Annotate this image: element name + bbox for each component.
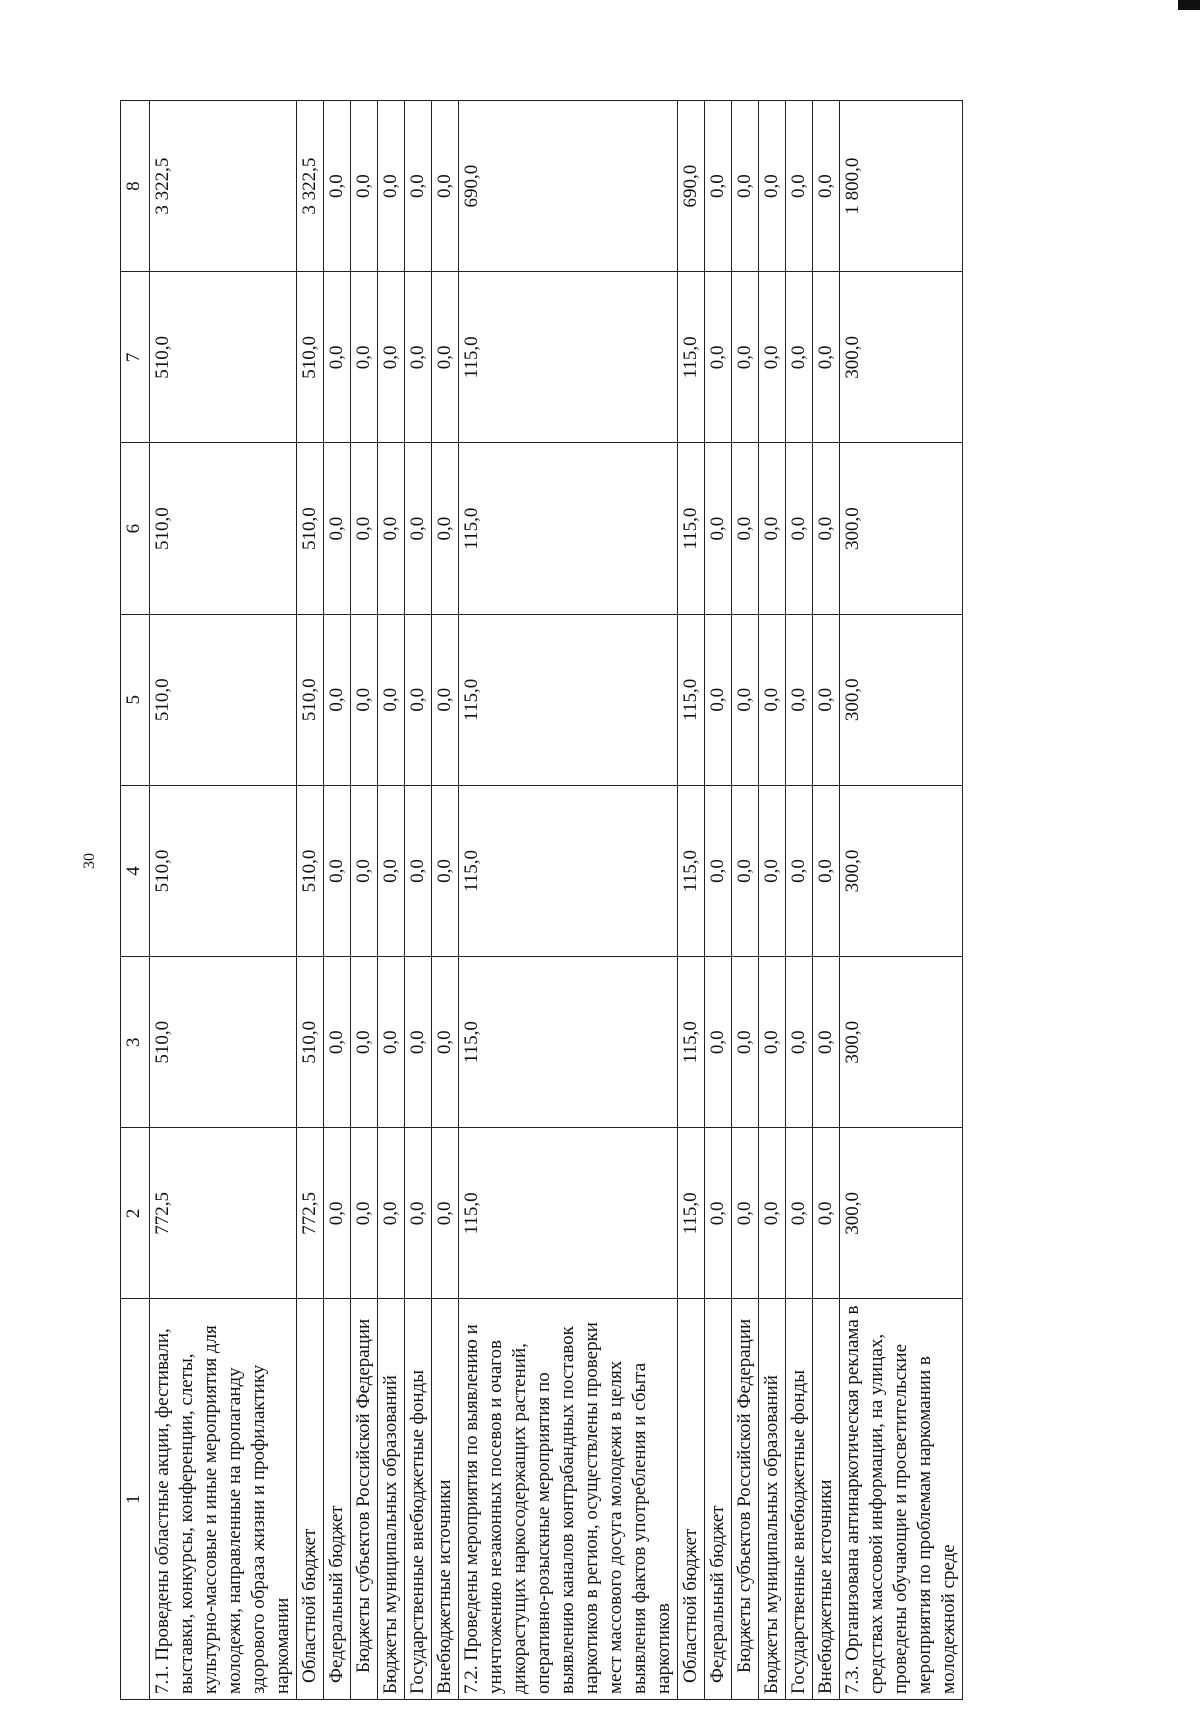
value-cell: 0,0	[378, 443, 405, 614]
value-cell: 0,0	[786, 101, 813, 272]
header-cell: 1	[121, 1299, 150, 1700]
table-row	[432, 101, 459, 1700]
value-cell: 0,0	[705, 614, 732, 785]
value-cell: 510,0	[297, 443, 324, 614]
value-cell: 0,0	[432, 1128, 459, 1299]
value-cell: 0,0	[378, 785, 405, 956]
value-cell: 0,0	[324, 1128, 351, 1299]
value-cell: 0,0	[759, 101, 786, 272]
value-cell: 0,0	[786, 1128, 813, 1299]
value-cell: 510,0	[150, 443, 297, 614]
value-cell: 690,0	[678, 101, 705, 272]
row-label: Бюджеты муниципальных образований	[378, 1299, 405, 1700]
value-cell: 0,0	[351, 272, 378, 443]
value-cell: 115,0	[459, 785, 678, 956]
value-cell: 0,0	[813, 614, 840, 785]
value-cell: 115,0	[459, 957, 678, 1128]
value-cell: 0,0	[378, 1128, 405, 1299]
value-cell: 0,0	[705, 101, 732, 272]
table-row	[813, 101, 840, 1700]
row-label: Бюджеты субъектов Российской Федерации	[732, 1299, 759, 1700]
value-cell: 0,0	[759, 272, 786, 443]
value-cell: 0,0	[405, 443, 432, 614]
row-label: Государственные внебюджетные фонды	[405, 1299, 432, 1700]
value-cell: 0,0	[732, 957, 759, 1128]
row-label: Государственные внебюджетные фонды	[786, 1299, 813, 1700]
value-cell: 115,0	[459, 443, 678, 614]
value-cell: 0,0	[759, 957, 786, 1128]
value-cell: 1 800,0	[840, 101, 963, 272]
value-cell: 0,0	[324, 443, 351, 614]
table-container	[120, 100, 1105, 1700]
value-cell: 0,0	[405, 272, 432, 443]
value-cell: 0,0	[432, 957, 459, 1128]
value-cell: 510,0	[297, 785, 324, 956]
value-cell: 510,0	[150, 614, 297, 785]
value-cell: 0,0	[786, 443, 813, 614]
value-cell: 0,0	[732, 785, 759, 956]
section-title: 7.2. Проведены мероприятия по выявлению и уничтожению незаконных посевов и очагов дикорастущих наркосодержащих растений, оперативно-розыскные мероприятия по выявлению каналов контрабандных поставок наркотиков в регион, осуществлены проверки мест массового досуга молодежи в целях выявления фактов употребления и сбыта наркотиков	[459, 1299, 678, 1700]
value-cell: 300,0	[840, 614, 963, 785]
row-label: Внебюджетные источники	[432, 1299, 459, 1700]
table-row	[732, 101, 759, 1700]
value-cell: 510,0	[150, 272, 297, 443]
table-row	[705, 101, 732, 1700]
table-body	[150, 101, 963, 1700]
row-label: Бюджеты субъектов Российской Федерации	[351, 1299, 378, 1700]
row-label: Федеральный бюджет	[705, 1299, 732, 1700]
value-cell: 0,0	[705, 785, 732, 956]
value-cell: 0,0	[813, 443, 840, 614]
table-row	[786, 101, 813, 1700]
row-label: Бюджеты муниципальных образований	[759, 1299, 786, 1700]
value-cell: 115,0	[678, 785, 705, 956]
table-row	[351, 101, 378, 1700]
header-cell: 5	[121, 614, 150, 785]
section-row	[150, 101, 297, 1700]
value-cell: 0,0	[786, 957, 813, 1128]
value-cell: 0,0	[432, 443, 459, 614]
value-cell: 0,0	[732, 272, 759, 443]
header-cell: 6	[121, 443, 150, 614]
header-cell: 7	[121, 272, 150, 443]
value-cell: 0,0	[759, 1128, 786, 1299]
table-row	[405, 101, 432, 1700]
row-label: Областной бюджет	[297, 1299, 324, 1700]
value-cell: 115,0	[678, 614, 705, 785]
page-number: 30	[81, 853, 98, 869]
value-cell: 0,0	[378, 101, 405, 272]
value-cell: 0,0	[786, 785, 813, 956]
value-cell: 300,0	[840, 1128, 963, 1299]
table-row	[759, 101, 786, 1700]
value-cell: 772,5	[297, 1128, 324, 1299]
value-cell: 0,0	[759, 785, 786, 956]
value-cell: 0,0	[813, 957, 840, 1128]
header-cell: 2	[121, 1128, 150, 1299]
value-cell: 0,0	[378, 957, 405, 1128]
value-cell: 115,0	[459, 614, 678, 785]
value-cell: 115,0	[678, 443, 705, 614]
value-cell: 115,0	[459, 1128, 678, 1299]
value-cell: 0,0	[351, 785, 378, 956]
value-cell: 300,0	[840, 272, 963, 443]
value-cell: 0,0	[324, 785, 351, 956]
value-cell: 0,0	[732, 614, 759, 785]
value-cell: 0,0	[405, 957, 432, 1128]
value-cell: 0,0	[786, 614, 813, 785]
value-cell: 0,0	[405, 614, 432, 785]
value-cell: 690,0	[459, 101, 678, 272]
value-cell: 510,0	[150, 785, 297, 956]
value-cell: 3 322,5	[297, 101, 324, 272]
value-cell: 0,0	[324, 101, 351, 272]
value-cell: 0,0	[351, 957, 378, 1128]
value-cell: 0,0	[705, 1128, 732, 1299]
value-cell: 0,0	[351, 614, 378, 785]
value-cell: 115,0	[678, 957, 705, 1128]
value-cell: 0,0	[405, 1128, 432, 1299]
row-label: Областной бюджет	[678, 1299, 705, 1700]
value-cell: 0,0	[324, 957, 351, 1128]
section-title: 7.3. Организована антинаркотическая реклама в средствах массовой информации, на улицах, проведены обучающие и просветительские мероприятия по проблемам наркомании в молодежной среде	[840, 1299, 963, 1700]
value-cell: 0,0	[378, 272, 405, 443]
value-cell: 0,0	[324, 272, 351, 443]
value-cell: 300,0	[840, 957, 963, 1128]
value-cell: 0,0	[759, 443, 786, 614]
value-cell: 0,0	[705, 443, 732, 614]
value-cell: 115,0	[678, 272, 705, 443]
value-cell: 510,0	[150, 957, 297, 1128]
value-cell: 115,0	[678, 1128, 705, 1299]
table-row	[297, 101, 324, 1700]
value-cell: 115,0	[459, 272, 678, 443]
value-cell: 0,0	[813, 272, 840, 443]
budget-table	[120, 100, 963, 1700]
section-row	[840, 101, 963, 1700]
section-title: 7.1. Проведены областные акции, фестивали, выставки, конкурсы, конференции, слеты, культурно-массовые и иные мероприятия для молодежи, направленные на пропаганду здорового образа жизни и профилактику наркомании	[150, 1299, 297, 1700]
value-cell: 0,0	[432, 101, 459, 272]
scan-mark	[1178, 0, 1200, 10]
header-cell: 4	[121, 785, 150, 956]
value-cell: 0,0	[732, 1128, 759, 1299]
value-cell: 510,0	[297, 272, 324, 443]
value-cell: 510,0	[297, 957, 324, 1128]
section-row	[459, 101, 678, 1700]
value-cell: 0,0	[813, 785, 840, 956]
value-cell: 0,0	[759, 614, 786, 785]
value-cell: 0,0	[732, 443, 759, 614]
value-cell: 0,0	[432, 614, 459, 785]
value-cell: 3 322,5	[150, 101, 297, 272]
row-label: Внебюджетные источники	[813, 1299, 840, 1700]
header-row	[121, 101, 150, 1700]
value-cell: 0,0	[405, 785, 432, 956]
value-cell: 0,0	[351, 443, 378, 614]
value-cell: 0,0	[432, 272, 459, 443]
value-cell: 0,0	[351, 101, 378, 272]
value-cell: 0,0	[432, 785, 459, 956]
table-row	[678, 101, 705, 1700]
value-cell: 0,0	[813, 1128, 840, 1299]
table-row	[324, 101, 351, 1700]
header-cell: 8	[121, 101, 150, 272]
row-label: Федеральный бюджет	[324, 1299, 351, 1700]
value-cell: 0,0	[405, 101, 432, 272]
value-cell: 300,0	[840, 785, 963, 956]
value-cell: 0,0	[378, 614, 405, 785]
table-row	[378, 101, 405, 1700]
value-cell: 300,0	[840, 443, 963, 614]
value-cell: 0,0	[351, 1128, 378, 1299]
value-cell: 0,0	[705, 957, 732, 1128]
value-cell: 0,0	[324, 614, 351, 785]
value-cell: 0,0	[732, 101, 759, 272]
value-cell: 772,5	[150, 1128, 297, 1299]
value-cell: 510,0	[297, 614, 324, 785]
value-cell: 0,0	[786, 272, 813, 443]
value-cell: 0,0	[813, 101, 840, 272]
header-cell: 3	[121, 957, 150, 1128]
value-cell: 0,0	[705, 272, 732, 443]
